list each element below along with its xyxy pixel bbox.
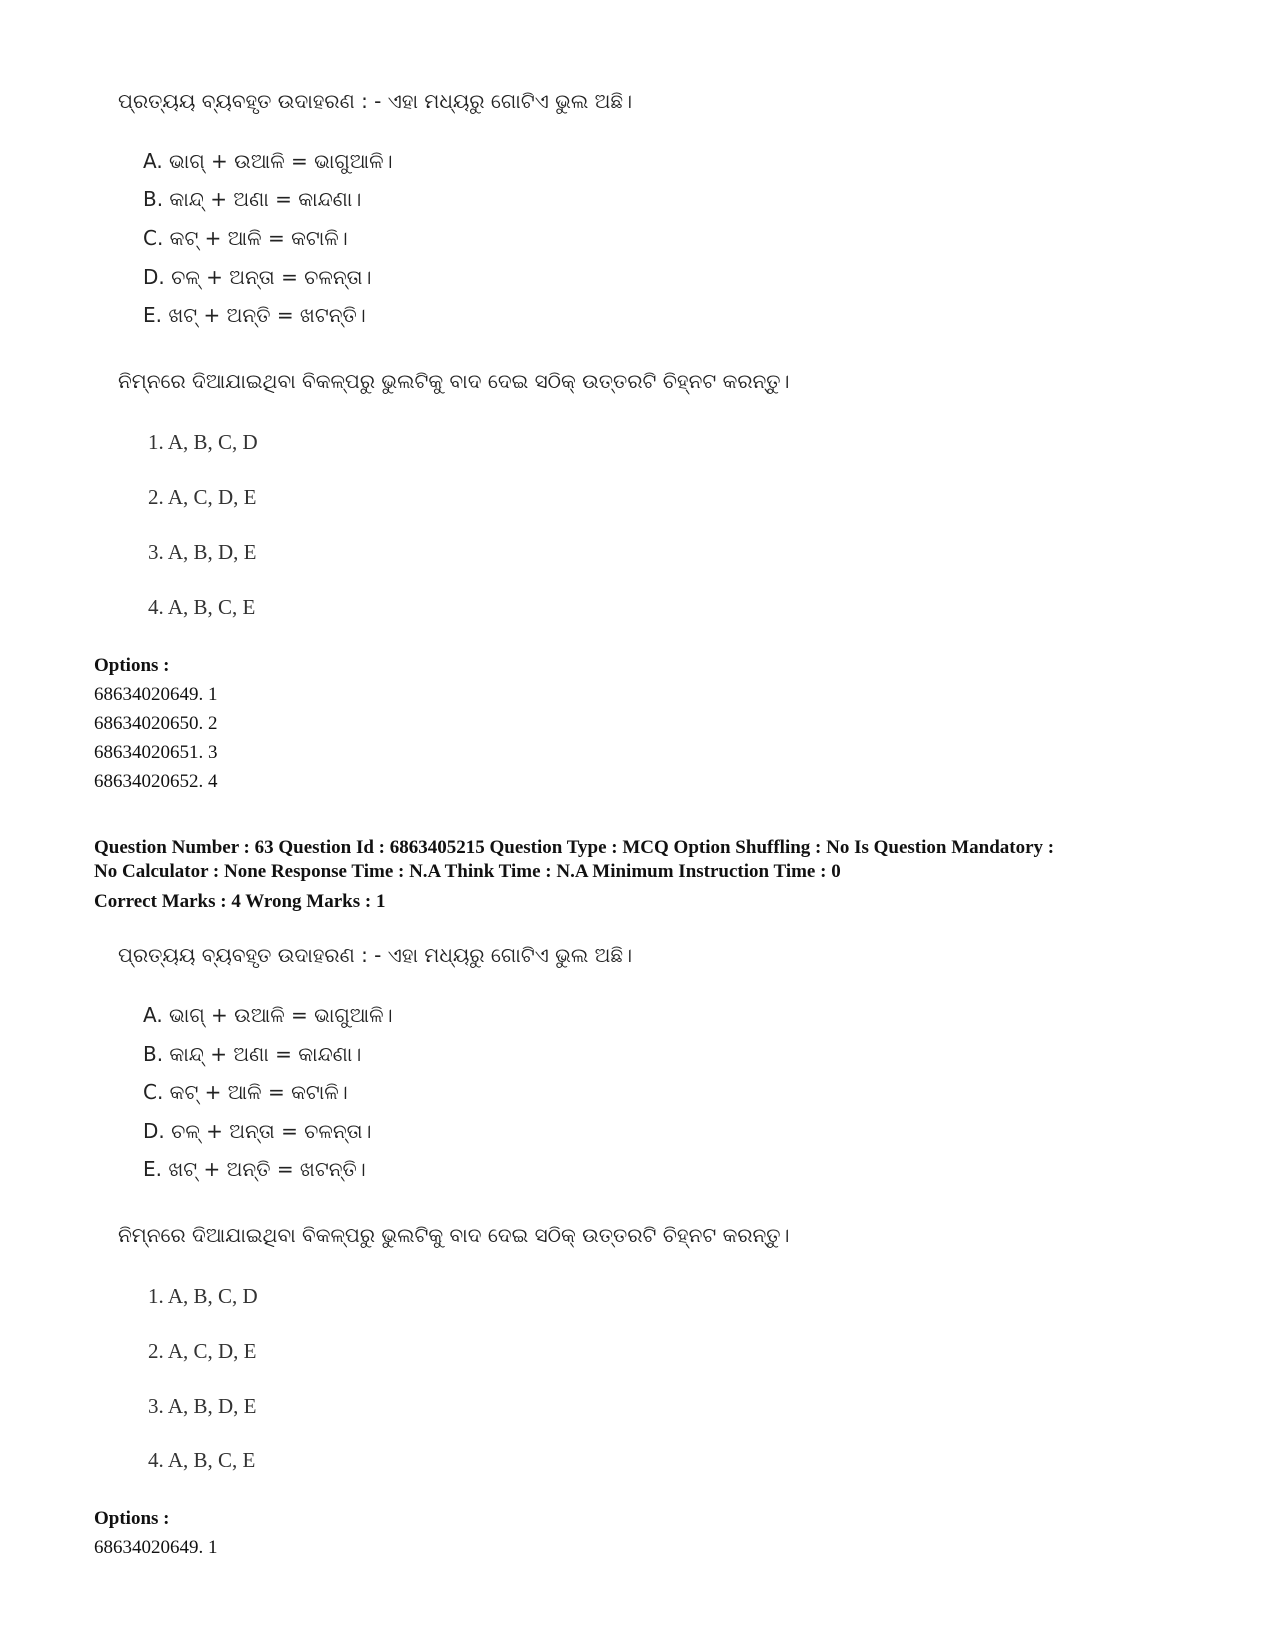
choice-1: 1. A, B, C, D (148, 430, 258, 454)
question-instruction: ନିମ୍ନରେ ଦିଆଯାଇଥିବା ବିକଳ୍ପରୁ ଭୁଲଟିକୁ ବାଦ ଦେଇ ସଠିକ୍ ଉତ୍ତରଟି ଚିହ୍ନଟ କରନ୍ତୁ। (118, 369, 790, 393)
statement-d: D. ଚଳ୍ + ଅନ୍ତା = ଚଳନ୍ତା। (143, 1119, 372, 1143)
choice-3: 3. A, B, D, E (148, 1394, 257, 1418)
question-intro: ପ୍ରତ୍ୟୟ ବ୍ୟବହୃତ ଉଦାହରଣ : - ଏହା ମଧ୍ୟରୁ ଗୋଟିଏ ଭୁଲ ଅଛି। (118, 943, 633, 967)
marks-line: Correct Marks : 4 Wrong Marks : 1 (94, 891, 386, 912)
choice-2: 2. A, C, D, E (148, 1339, 257, 1363)
option-2: 68634020650. 2 (94, 713, 218, 734)
statement-a: A. ଭାଗ୍ + ଉଆଳି = ଭାଗୁଆଳି। (143, 149, 393, 173)
statement-b: B. କାନ୍ଦ୍ + ଅଣା = କାନ୍ଦଣା। (143, 187, 362, 211)
choice-1: 1. A, B, C, D (148, 1284, 258, 1308)
question-header-line-2: No Calculator : None Response Time : N.A Think Time : N.A Minimum Instruction Time : 0 (94, 861, 841, 882)
statement-b: B. କାନ୍ଦ୍ + ଅଣା = କାନ୍ଦଣା। (143, 1042, 362, 1066)
statement-d: D. ଚଳ୍ + ଅନ୍ତା = ଚଳନ୍ତା। (143, 265, 372, 289)
statement-a: A. ଭାଗ୍ + ଉଆଳି = ଭାଗୁଆଳି। (143, 1003, 393, 1027)
option-1: 68634020649. 1 (94, 1537, 218, 1558)
question-header-line-1: Question Number : 63 Question Id : 6863405215 Question Type : MCQ Option Shuffling : No Is Question Mandatory : (94, 837, 1055, 858)
statement-c: C. କଟ୍ + ଆଳି = କଟାଳି। (143, 1080, 348, 1104)
options-heading: Options : (94, 655, 170, 676)
statement-c: C. କଟ୍ + ଆଳି = କଟାଳି। (143, 226, 348, 250)
option-4: 68634020652. 4 (94, 771, 218, 792)
choice-4: 4. A, B, C, E (148, 595, 256, 619)
choice-2: 2. A, C, D, E (148, 485, 257, 509)
option-3: 68634020651. 3 (94, 742, 218, 763)
option-1: 68634020649. 1 (94, 684, 218, 705)
choice-4: 4. A, B, C, E (148, 1448, 256, 1472)
statement-e: E. ଖଟ୍ + ଅନ୍ତି = ଖଟନ୍ତି। (143, 303, 366, 327)
question-instruction: ନିମ୍ନରେ ଦିଆଯାଇଥିବା ବିକଳ୍ପରୁ ଭୁଲଟିକୁ ବାଦ ଦେଇ ସଠିକ୍ ଉତ୍ତରଟି ଚିହ୍ନଟ କରନ୍ତୁ। (118, 1223, 790, 1247)
choice-3: 3. A, B, D, E (148, 540, 257, 564)
statement-e: E. ଖଟ୍ + ଅନ୍ତି = ଖଟନ୍ତି। (143, 1157, 366, 1181)
question-intro: ପ୍ରତ୍ୟୟ ବ୍ୟବହୃତ ଉଦାହରଣ : - ଏହା ମଧ୍ୟରୁ ଗୋଟିଏ ଭୁଲ ଅଛି। (118, 89, 633, 113)
options-heading: Options : (94, 1508, 170, 1529)
